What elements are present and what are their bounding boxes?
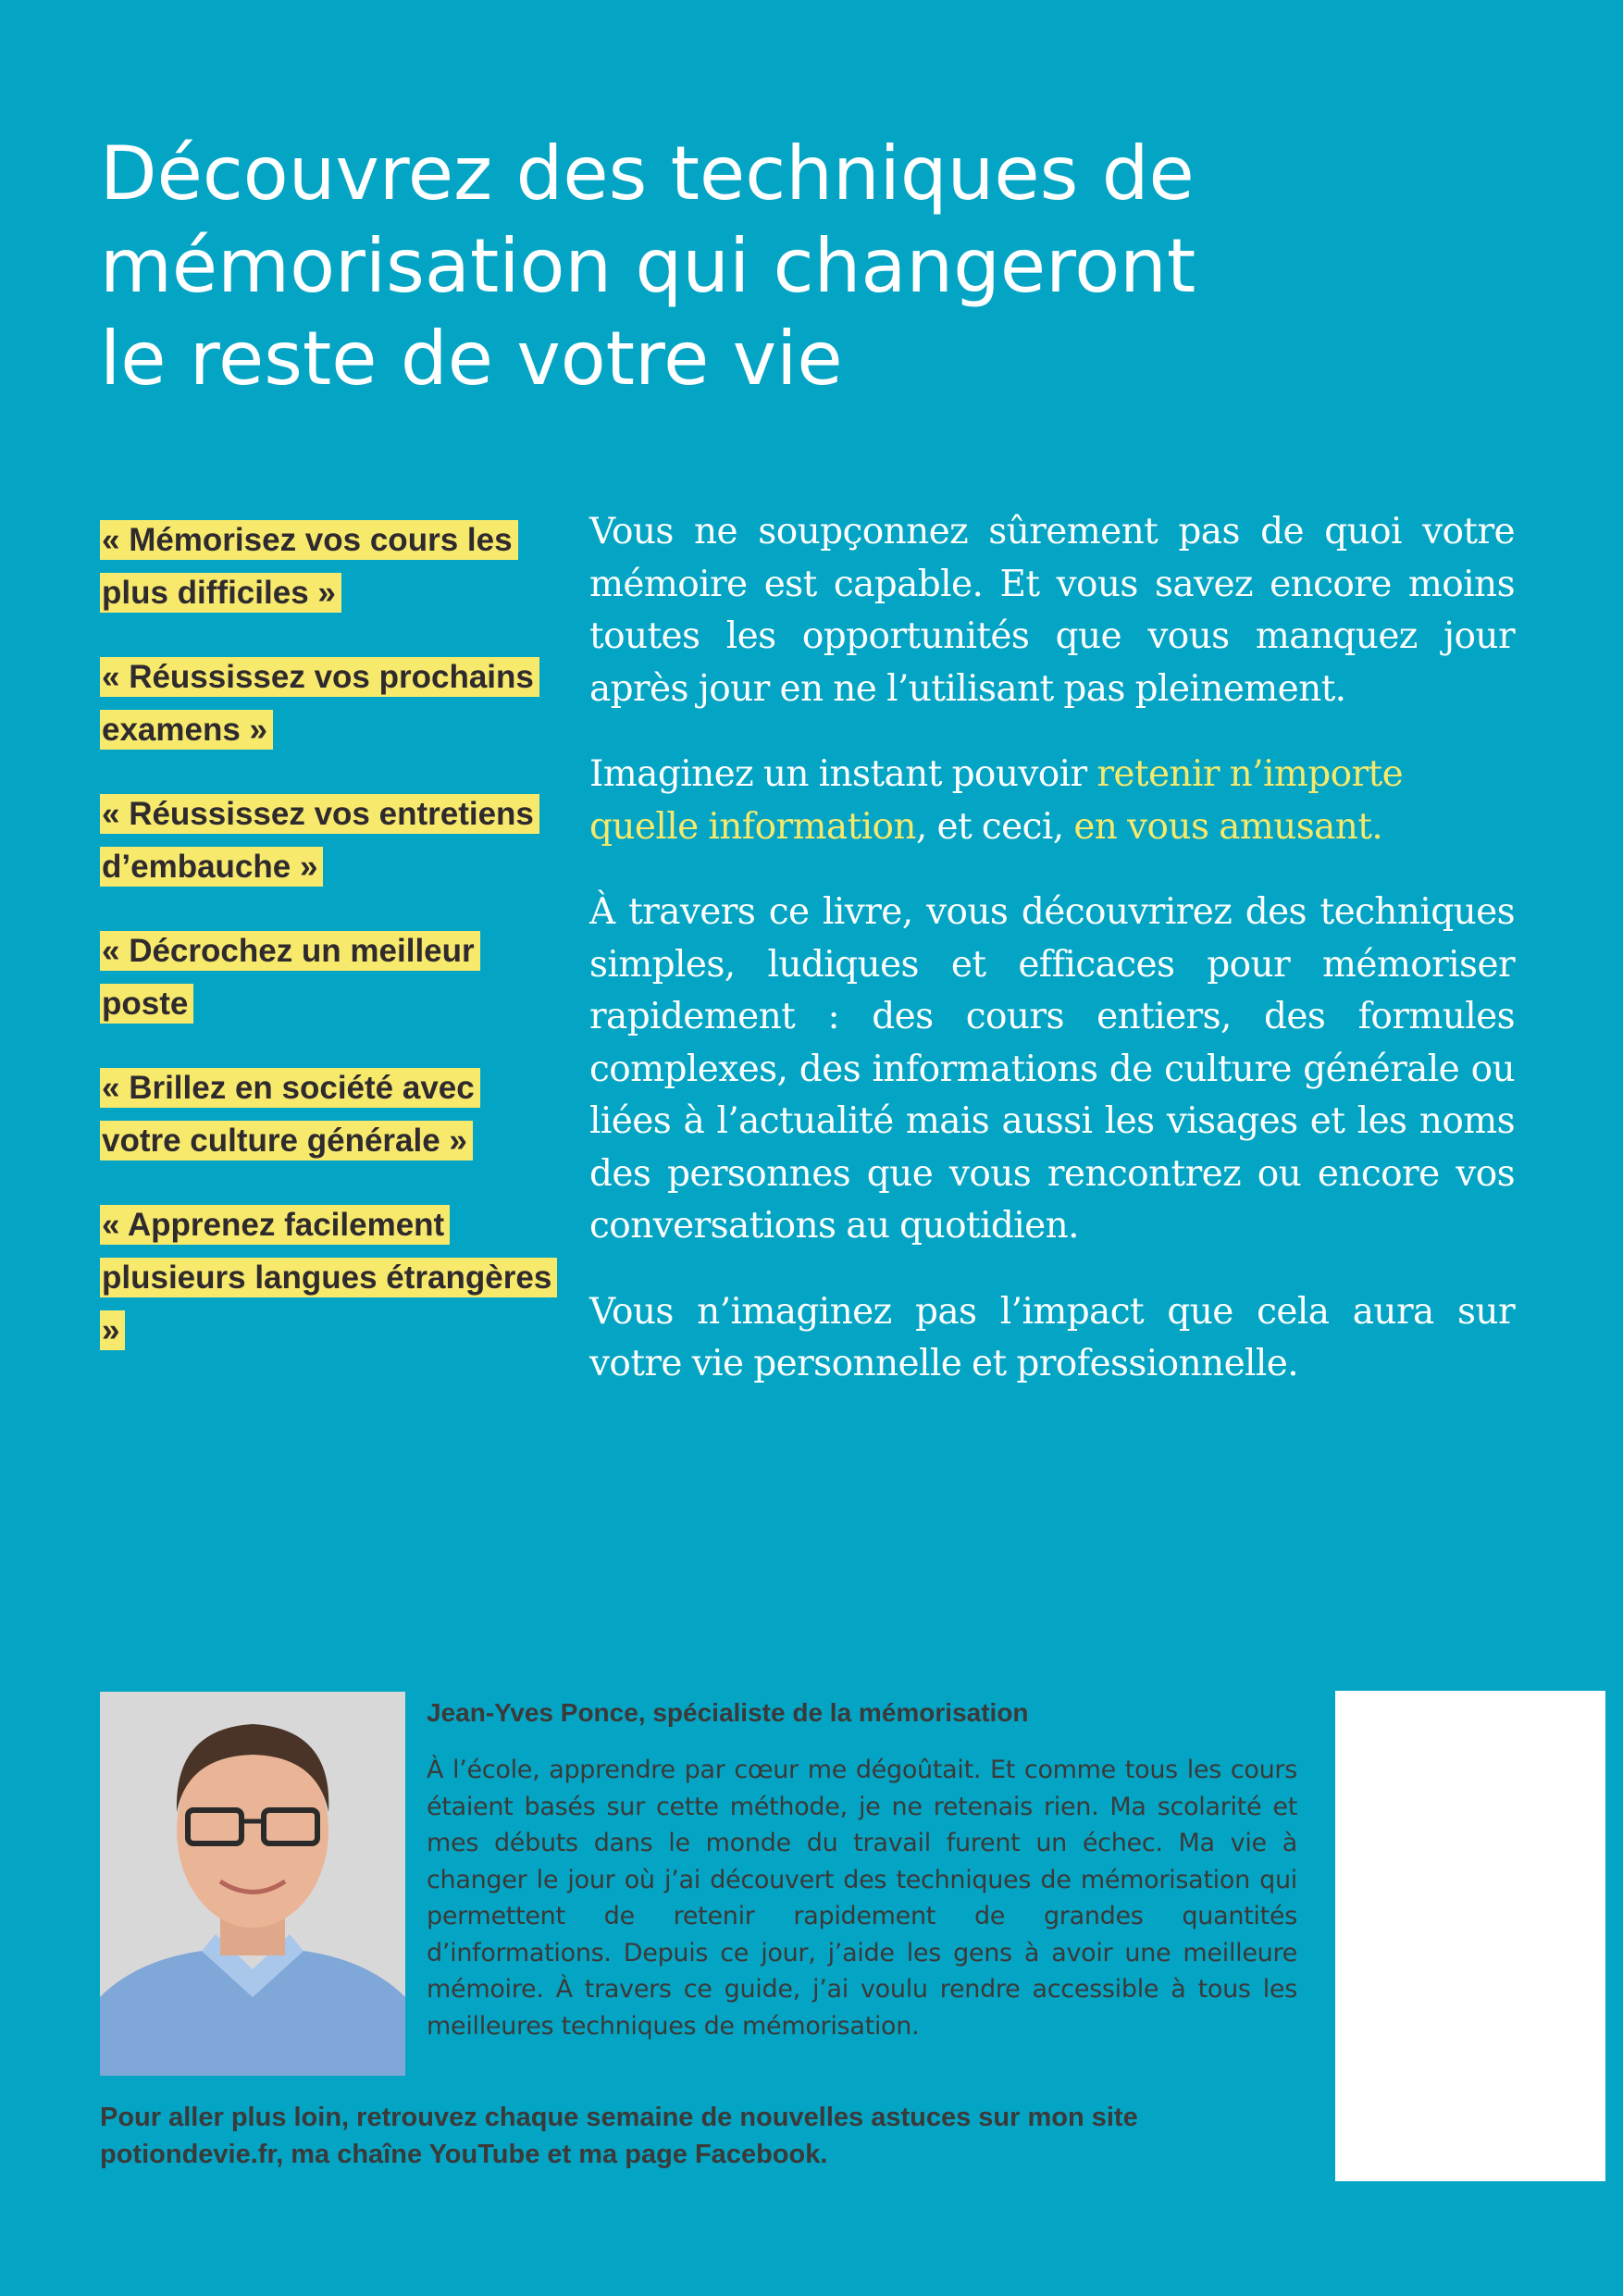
- author-photo: [100, 1692, 405, 2076]
- benefit-quote: « Réussissez vos prochains examens »: [100, 651, 563, 756]
- title-line: mémorisation qui changeront: [100, 223, 1196, 309]
- description-paragraph: Imaginez un instant pouvoir retenir n’importe quelle information, et ceci, en vous amusant.: [589, 753, 1404, 848]
- benefit-quote: « Mémorisez vos cours les plus difficiles »: [100, 514, 563, 619]
- highlight-text: retenir n’importe quelle information: [589, 753, 1404, 848]
- description-paragraph: Vous n’imaginez pas l’impact que cela aura sur votre vie personnelle et professionnelle.: [589, 1290, 1515, 1384]
- author-name: Jean-Yves Ponce, spécialiste de la mémorisation: [427, 1698, 1029, 1727]
- description-paragraph: À travers ce livre, vous découvrirez des techniques simples, ludiques et efficaces pour mémoriser rapidement : des cours entiers, des formules complexes, des informations de culture générale ou liées à l’actualité mais aussi les visages et les noms des personnes que vous rencontrez ou encore vos conversations au quotidien.: [589, 891, 1515, 1247]
- back-cover-description: [589, 506, 1515, 1424]
- barcode-placeholder: [1335, 1691, 1605, 2181]
- book-title: [100, 128, 1395, 405]
- author-portrait-icon: [100, 1692, 405, 2076]
- benefit-quote: « Apprenez facilement plusieurs langues étrangères »: [100, 1198, 563, 1357]
- benefit-quote: « Décrochez un meilleur poste: [100, 925, 563, 1030]
- title-line: le reste de votre vie: [100, 316, 843, 402]
- footer-note: Pour aller plus loin, retrouvez chaque semaine de nouvelles astuces sur mon site potiondevie.fr, ma chaîne YouTube et ma page Facebook.: [100, 2103, 1138, 2169]
- description-paragraph: Vous ne soupçonnez sûrement pas de quoi votre mémoire est capable. Et vous savez encore moins toutes les opportunités que vous manquez jour après jour en ne l’utilisant pas pleinement.: [589, 511, 1515, 710]
- benefit-quote: « Brillez en société avec votre culture générale »: [100, 1061, 563, 1167]
- highlight-text: en vous amusant.: [1073, 805, 1383, 848]
- title-line: Découvrez des techniques de: [100, 130, 1195, 217]
- benefit-quotes-list: [100, 514, 563, 1388]
- author-bio: À l’école, apprendre par cœur me dégoûtait. Et comme tous les cours étaient basés sur cette méthode, je ne retenais rien. Ma scolarité et mes débuts dans le monde du travail furent un échec. Ma vie à changer le jour où j’ai découvert des techniques de mémorisation qui permettent de retenir rapidement de grandes quantités d’informations. Depuis ce jour, j’aide les gens à avoir une meilleure mémoire. À travers ce guide, j’ai voulu rendre accessible à tous les meilleures techniques de mémorisation.: [427, 1756, 1297, 2041]
- benefit-quote: « Réussissez vos entretiens d’embauche »: [100, 788, 563, 893]
